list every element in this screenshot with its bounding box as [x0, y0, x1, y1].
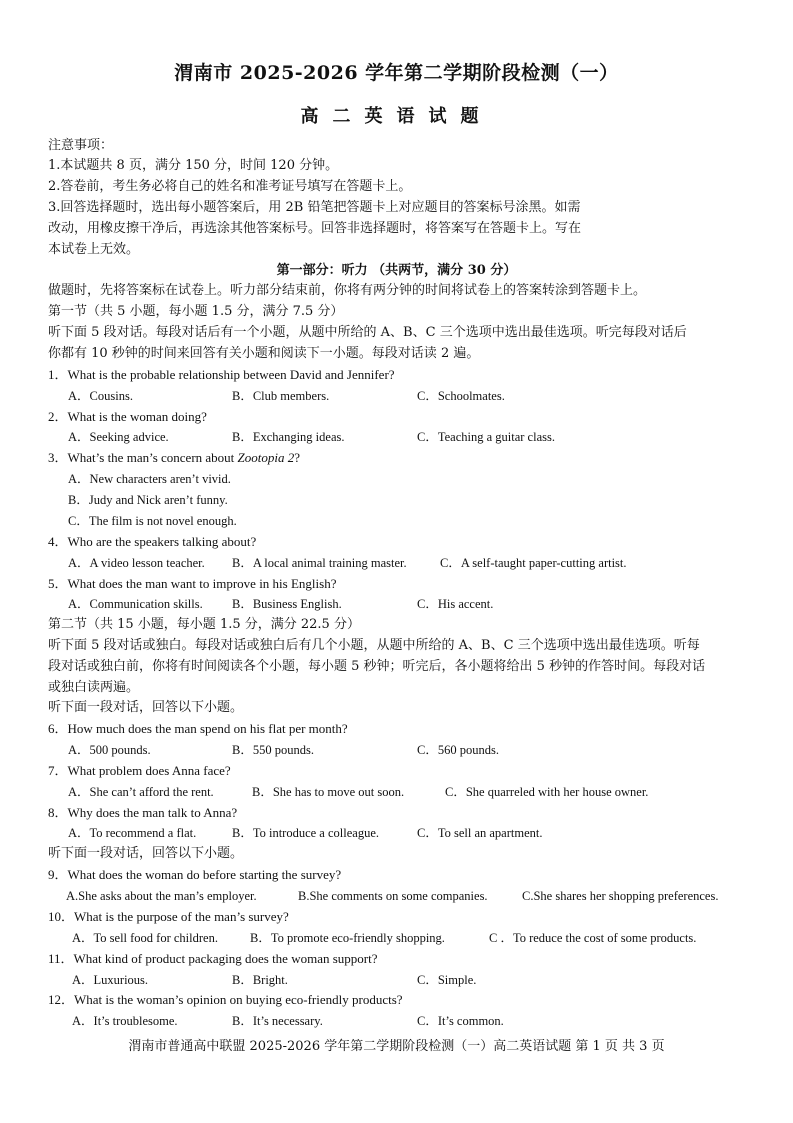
question-4-options: [0, 553, 793, 573]
option-c[interactable]: C．The film is not novel enough.: [68, 514, 237, 528]
section1-instruction: 你都有 10 秒钟的时间来回答有关小题和阅读下一小题。每段对话读 2 遍。: [48, 346, 480, 361]
part1-instruction: 做题时，先将答案标在试卷上。听力部分结束前，你将有两分钟的时间将试卷上的答案转涂到答题卡上。: [48, 283, 647, 298]
question-7-options: [0, 782, 793, 802]
question-5-options: [0, 594, 793, 614]
dialogue-lead: 听下面一段对话，回答以下小题。: [48, 700, 244, 715]
notice-item: 本试卷上无效。: [48, 242, 140, 257]
option-a[interactable]: A．Cousins.: [68, 389, 133, 403]
option-a[interactable]: A．Luxurious.: [72, 973, 149, 987]
question-8-options: [0, 823, 793, 843]
option-c[interactable]: C．It’s common.: [417, 1014, 504, 1028]
question-2-stem: 2．What is the woman doing?: [48, 409, 207, 424]
exam-subtitle: 高二英语试题: [300, 106, 493, 127]
question-11-options: [0, 970, 793, 990]
option-b[interactable]: B．She has to move out soon.: [252, 785, 405, 799]
section2-instruction: 段对话或独白前，你将有时间阅读各个小题，每小题 5 秒钟；听完后，各小题将给出 5 秒钟的作答时间。每段对话: [48, 659, 706, 674]
option-b[interactable]: B.She comments on some companies.: [298, 889, 488, 903]
notice-item: 3.回答选择题时，选出每小题答案后，用 2B 铅笔把答题卡上对应题目的答案标号涂黑。如需: [48, 200, 581, 215]
question-2-options: [0, 427, 793, 447]
question-1-options: [0, 386, 793, 406]
option-c[interactable]: C．Schoolmates.: [417, 389, 505, 403]
notice-item: 2.答卷前，考生务必将自己的姓名和准考证号填写在答题卡上。: [48, 179, 412, 194]
option-a[interactable]: A．To recommend a flat.: [68, 826, 197, 840]
question-3-option-row: [0, 490, 793, 510]
option-c[interactable]: C．A self-taught paper-cutting artist.: [440, 556, 627, 570]
option-b[interactable]: B．Club members.: [232, 389, 330, 403]
question-8-stem: 8．Why does the man talk to Anna?: [48, 805, 238, 820]
option-a[interactable]: A．Communication skills.: [68, 597, 203, 611]
question-4-stem: 4．Who are the speakers talking about?: [48, 534, 257, 549]
section1-instruction: 听下面 5 段对话。每段对话后有一个小题，从题中所给的 A、B、C 三个选项中选出最佳选项。听完每段对话后: [48, 325, 687, 340]
option-b[interactable]: B．Exchanging ideas.: [232, 430, 345, 444]
question-3-option-row: [0, 511, 793, 531]
question-6-stem: 6．How much does the man spend on his flat per month?: [48, 721, 348, 736]
option-c[interactable]: C．His accent.: [417, 597, 494, 611]
question-10-options: [0, 928, 793, 948]
option-b[interactable]: B．550 pounds.: [232, 743, 314, 757]
part1-heading: 第一部分：听力 （共两节，满分 30 分）: [276, 263, 517, 278]
question-3-stem-text: 3．What’s the man’s concern about: [48, 450, 238, 465]
option-c[interactable]: C ．To reduce the cost of some products.: [489, 931, 697, 945]
option-b[interactable]: B．Judy and Nick aren’t funny.: [68, 493, 228, 507]
option-a[interactable]: A．It’s troublesome.: [72, 1014, 178, 1028]
option-b[interactable]: B．It’s necessary.: [232, 1014, 323, 1028]
option-b[interactable]: B．A local animal training master.: [232, 556, 407, 570]
question-12-stem: 12．What is the woman’s opinion on buying eco-friendly products?: [48, 992, 403, 1007]
option-a[interactable]: A．500 pounds.: [68, 743, 151, 757]
film-title: Zootopia 2: [237, 450, 295, 465]
option-c[interactable]: C．She quarreled with her house owner.: [445, 785, 649, 799]
section2-instruction: 听下面 5 段对话或独白。每段对话或独白后有几个小题，从题中所给的 A、B、C 三个选项中选出最佳选项。听每: [48, 638, 700, 653]
option-c[interactable]: C．To sell an apartment.: [417, 826, 543, 840]
option-a[interactable]: A．To sell food for children.: [72, 931, 218, 945]
question-3-stem-end: ?: [294, 450, 301, 465]
notice-item: 1.本试题共 8 页，满分 150 分，时间 120 分钟。: [48, 158, 339, 173]
question-7-stem: 7．What problem does Anna face?: [48, 763, 231, 778]
section2-instruction: 或独白读两遍。: [48, 680, 140, 695]
question-3-stem: [48, 448, 753, 468]
option-c[interactable]: C．Teaching a guitar class.: [417, 430, 555, 444]
section1-heading: 第一节（共 5 小题，每小题 1.5 分，满分 7.5 分）: [48, 304, 344, 319]
dialogue-lead: 听下面一段对话，回答以下小题。: [48, 846, 244, 861]
exam-title: 渭南市 2025-2026 学年第二学期阶段检测（一）: [174, 62, 619, 84]
option-c[interactable]: C.She shares her shopping preferences.: [522, 889, 719, 903]
question-9-options: [0, 886, 793, 906]
question-9-stem: 9．What does the woman do before starting the survey?: [48, 867, 342, 882]
option-a[interactable]: A．Seeking advice.: [68, 430, 169, 444]
option-b[interactable]: B．To promote eco-friendly shopping.: [250, 931, 445, 945]
section2-heading: 第二节（共 15 小题，每小题 1.5 分，满分 22.5 分）: [48, 617, 360, 632]
notice-heading: 注意事项：: [48, 138, 114, 153]
notice-item: 改动，用橡皮擦干净后，再选涂其他答案标号。回答非选择题时，将答案写在答题卡上。写在: [48, 221, 582, 236]
question-3-option-row: [0, 469, 793, 489]
option-c[interactable]: C．Simple.: [417, 973, 477, 987]
option-b[interactable]: B．To introduce a colleague.: [232, 826, 379, 840]
question-12-options: [0, 1011, 793, 1031]
option-b[interactable]: B．Bright.: [232, 973, 288, 987]
option-b[interactable]: B．Business English.: [232, 597, 342, 611]
option-a[interactable]: A．She can’t afford the rent.: [68, 785, 214, 799]
option-c[interactable]: C．560 pounds.: [417, 743, 499, 757]
option-a[interactable]: A.She asks about the man’s employer.: [66, 889, 257, 903]
question-11-stem: 11．What kind of product packaging does the woman support?: [48, 951, 378, 966]
option-a[interactable]: A．New characters aren’t vivid.: [68, 472, 231, 486]
question-10-stem: 10．What is the purpose of the man’s survey?: [48, 909, 289, 924]
question-6-options: [0, 740, 793, 760]
page-footer: 渭南市普通高中联盟 2025-2026 学年第二学期阶段检测（一）高二英语试题 第 1 页 共 3 页: [128, 1039, 665, 1054]
question-1-stem: 1．What is the probable relationship between David and Jennifer?: [48, 367, 395, 382]
option-a[interactable]: A．A video lesson teacher.: [68, 556, 205, 570]
question-5-stem: 5．What does the man want to improve in his English?: [48, 576, 337, 591]
